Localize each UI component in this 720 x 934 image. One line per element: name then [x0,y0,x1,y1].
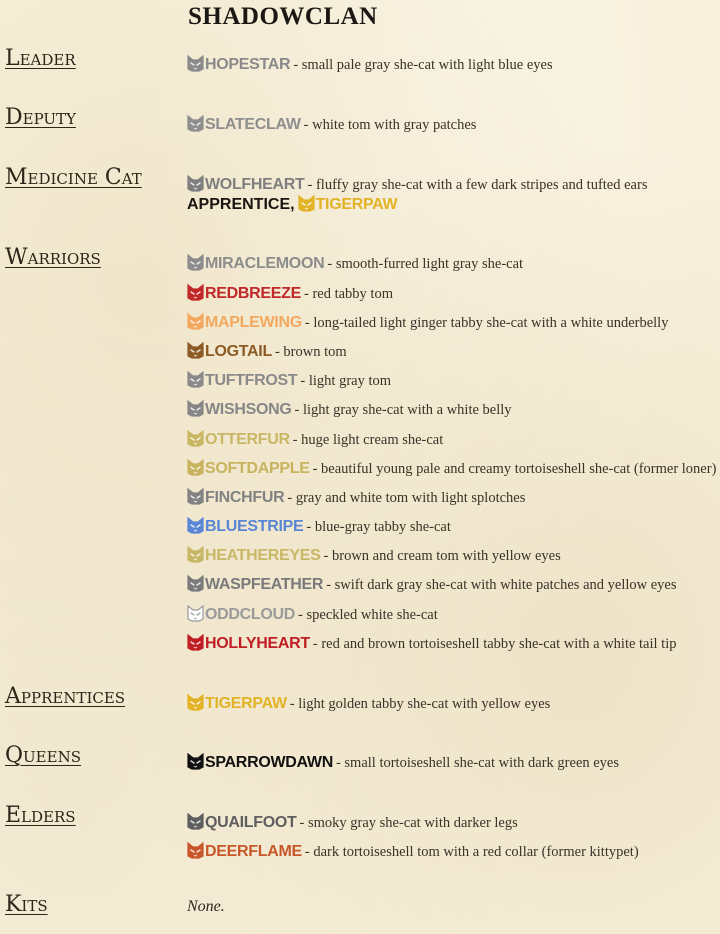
cat-description: - long-tailed light ginger tabby she-cat with a white underbelly [304,315,669,331]
cat-head-icon [187,605,204,622]
cat-entry-warrior [187,251,523,273]
cat-name: MAPLEWING [205,314,302,331]
section-apprentices: Apprentices [5,684,126,709]
cat-name: TIGERPAW [205,695,287,712]
cat-entry-warrior [187,397,512,419]
cat-description: - small pale gray she-cat with light blue eyes [293,57,553,73]
cat-name: OTTERFUR [205,431,290,448]
cat-entry-warrior [187,281,393,303]
cat-name: LOGTAIL [205,343,272,360]
cat-head-icon [187,694,204,711]
cat-description: - dark tortoiseshell tom with a red collar (former kittypet) [304,844,639,860]
cat-head-icon [298,195,315,212]
cat-name: ODDCLOUD [205,606,296,623]
cat-head-icon [187,575,204,592]
cat-entry-warrior [187,602,438,624]
cat-description: - light golden tabby she-cat with yellow eyes [289,696,551,712]
cat-entry-medicine-cat [187,172,647,194]
cat-description: - small tortoiseshell she-cat with dark green eyes [335,755,620,771]
cat-head-icon [187,371,204,388]
cat-head-icon [187,753,204,770]
cat-name: QUAILFOOT [205,814,297,831]
cat-head-icon [187,115,204,132]
cat-entry-elder [187,839,639,861]
cat-head-icon [187,488,204,505]
cat-name: WASPFEATHER [205,576,324,593]
cat-description: - smoky gray she-cat with darker legs [299,815,518,831]
cat-head-icon [187,284,204,301]
cat-head-icon [187,546,204,563]
cat-description: - brown tom [274,344,347,360]
cat-head-icon [187,254,204,271]
cat-entry-warrior [187,631,677,653]
cat-description: - light gray tom [300,373,392,389]
cat-entry-warrior [187,514,451,536]
cat-name: TIGERPAW [315,196,398,213]
cat-name: SPARROWDAWN [205,754,333,771]
cat-description: - huge light cream she-cat [292,432,444,448]
cat-head-icon [187,430,204,447]
section-elders: Elders [5,803,76,828]
cat-head-icon [187,517,204,534]
cat-description: - speckled white she-cat [298,607,438,623]
cat-name: HEATHEREYES [205,547,321,564]
cat-name: WISHSONG [205,401,292,418]
cat-entry-apprentice [187,691,550,713]
cat-head-icon [187,175,204,192]
cat-head-icon [187,813,204,830]
cat-name: DEERFLAME [205,843,302,860]
cat-entry-elder [187,810,518,832]
cat-entry-warrior [187,427,443,449]
section-warriors: Warriors [5,245,101,270]
cat-description: - white tom with gray patches [303,117,477,133]
cat-name: HOLLYHEART [205,635,310,652]
cat-entry-warrior [187,543,561,565]
cat-name: FINCHFUR [205,489,285,506]
cat-head-icon [187,55,204,72]
cat-name: BLUESTRIPE [205,518,304,535]
section-kits: Kits [5,892,48,917]
cat-name: MIRACLEMOON [205,255,325,272]
cat-head-icon [187,842,204,859]
cat-description: - gray and white tom with light splotches [287,490,526,506]
cat-name: HOPESTAR [205,56,291,73]
cat-entry-warrior [187,456,716,478]
cat-description: - red tabby tom [303,286,393,302]
cat-entry-warrior [187,572,677,594]
cat-name: SLATECLAW [205,116,301,133]
kits-none-text: None. [187,898,225,915]
cat-description: - blue-gray tabby she-cat [306,519,451,535]
cat-name: REDBREEZE [205,285,301,302]
cat-description: - fluffy gray she-cat with a few dark stripes and tufted ears [307,177,648,193]
section-deputy: Deputy [5,105,76,130]
cat-description: - brown and cream tom with yellow eyes [323,548,561,564]
section-leader: Leader [5,46,76,71]
cat-entry-warrior [187,368,391,390]
cat-name: SOFTDAPPLE [205,460,310,477]
cat-description: - light gray she-cat with a white belly [294,402,512,418]
section-queens: Queens [5,743,81,768]
cat-name: WOLFHEART [205,176,305,193]
cat-entry-queen [187,750,619,772]
cat-name: TUFTFROST [205,372,298,389]
cat-description: - swift dark gray she-cat with white patches and yellow eyes [326,577,677,593]
medicine-cat-apprentice-row [187,192,397,214]
cat-description: - red and brown tortoiseshell tabby she-cat with a white tail tip [312,636,677,652]
cat-head-icon [187,313,204,330]
cat-entry-warrior [187,310,668,332]
cat-entry-leader [187,52,553,74]
cat-head-icon [187,400,204,417]
cat-head-icon [187,634,204,651]
cat-entry-warrior [187,339,347,361]
cat-head-icon [187,459,204,476]
cat-description: - smooth-furred light gray she-cat [327,256,524,272]
cat-head-icon [187,342,204,359]
cat-entry-deputy [187,112,476,134]
cat-description: - beautiful young pale and creamy tortoiseshell she-cat (former loner) [312,461,717,477]
apprentice-label: APPRENTICE, [187,196,295,213]
section-medicine-cat: Medicine Cat [5,165,142,190]
cat-entry-warrior [187,485,525,507]
page-title: SHADOWCLAN [188,3,378,30]
